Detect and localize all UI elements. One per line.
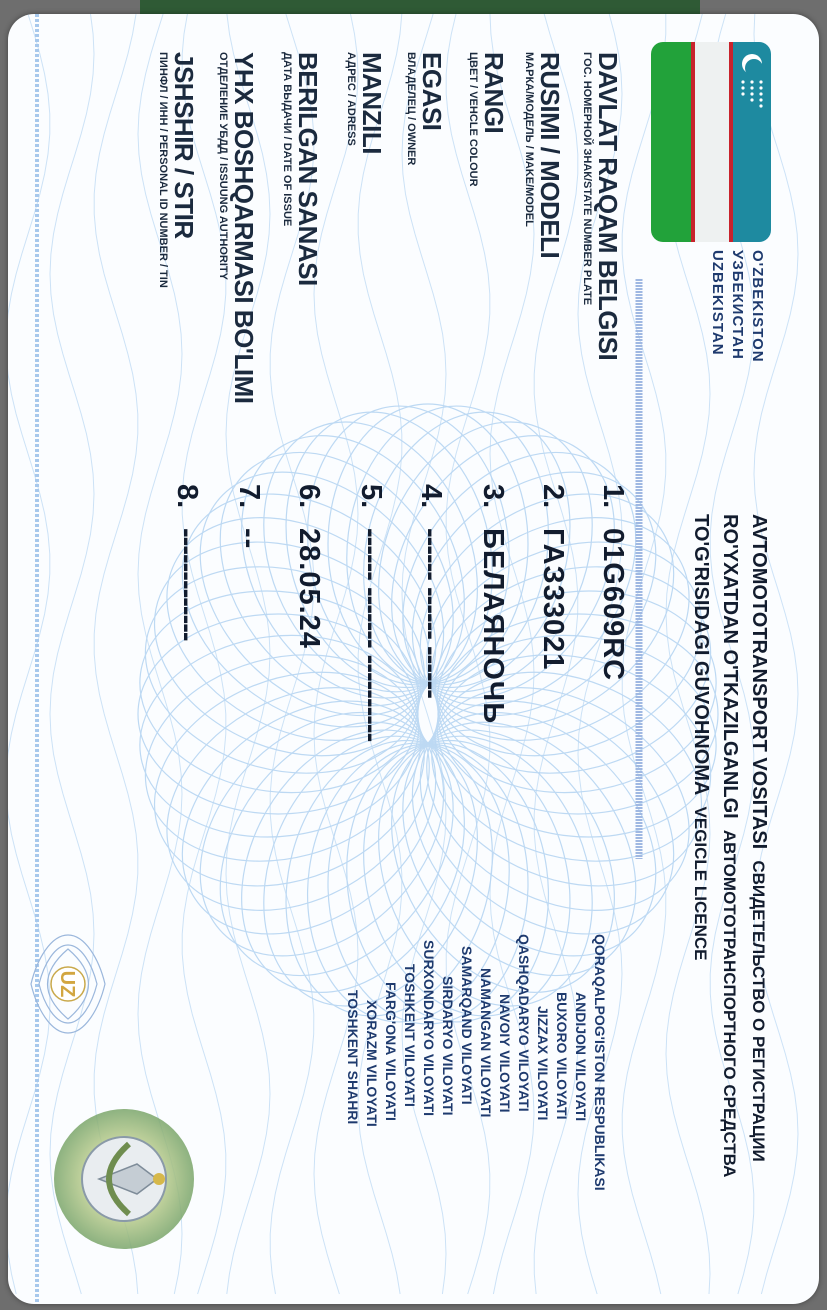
vehicle-registration-card — [8, 14, 819, 1304]
value-owner: ------ ------ ------ — [415, 528, 447, 698]
label-plate: DAVLAT RAQAM BELGISI — [593, 52, 623, 361]
field-number-3: 3. — [477, 484, 509, 509]
field-number-2: 2. — [537, 484, 569, 509]
sublabel-colour: ЦВЕТ / VEHCLE COLOUR — [467, 52, 479, 187]
region-item: BUXORO VILOYATI — [554, 992, 570, 1120]
card-content — [8, 14, 819, 1304]
value-authority: -- — [233, 528, 265, 550]
label-issue-date: BERILGAN SANASI — [293, 52, 323, 286]
document-title — [686, 514, 773, 1177]
label-colour: RANGI — [479, 52, 509, 134]
region-item: SIRDARYO VILOYATI — [440, 976, 456, 1116]
title-line-2: RO'YXATDAN O'TKAZILGANLGI АВТОМОТОТРАНСПОРТНОГО СРЕДСТВА — [719, 514, 741, 1178]
region-item: TOSHKENT VILOYATI — [402, 964, 418, 1107]
region-item: FARG'ONA VILOYATI — [383, 982, 399, 1121]
sublabel-model: МАРКА/МОДЕЛЬ / MAKE/MODEL — [523, 52, 535, 227]
region-item: TOSHKENT SHAHRI — [345, 990, 361, 1125]
region-item: NAVOIY VILOYATI — [497, 994, 513, 1113]
region-item: NAMANGAN VILOYATI — [478, 968, 494, 1118]
sublabel-address: АДРЕС / ADRESS — [345, 52, 357, 146]
sublabel-owner: ВЛАДЕЛЕЦ / OWNER — [405, 52, 417, 166]
label-tin: JSHSHIR / STIR — [169, 52, 199, 239]
title-line-1: AVTOMOTOTRANSPORT VOSITASI СВИДЕТЕЛЬСТВО О РЕГИСТРАЦИИ — [748, 514, 770, 1162]
country-english: UZBEKISTAN — [709, 250, 726, 356]
country-uzbek: O'ZBEKISTON — [749, 250, 766, 363]
label-model: RUSIMI / MODELI — [535, 52, 565, 259]
value-address: ------ ------- ---------- — [355, 528, 387, 742]
sublabel-authority: ОТДЕЛЕНИЕ УБДД / ISSUUNG AUTHORITY — [217, 52, 229, 280]
region-item: QASHQADARYO VILOYATI — [516, 934, 532, 1112]
region-item: SAMARQAND VILOYATI — [459, 946, 475, 1105]
uz-badge-text: UZ — [56, 970, 78, 998]
label-owner: EGASI — [417, 52, 447, 131]
uz-ornament-badge — [27, 929, 109, 1039]
label-address: MANZILI — [357, 52, 387, 154]
value-colour: БЕЛАЯНОЧЬ — [477, 528, 509, 725]
title-line-3: TO'G'RISIDAGI GUVOHNOMA VEGICLE LICENCE — [690, 514, 712, 961]
value-model: ГАЗ33021 — [537, 528, 569, 671]
coat-of-arms-icon — [49, 1104, 199, 1254]
region-item: SURXONDARYO VILOYATI — [421, 940, 437, 1117]
field-number-4: 4. — [415, 484, 447, 509]
country-name-block — [707, 250, 767, 363]
region-item: JIZZAX VILOYATI — [535, 1006, 551, 1121]
top-bar — [140, 0, 700, 14]
uzbekistan-flag-icon — [651, 42, 771, 242]
field-number-7: 7. — [233, 484, 265, 509]
label-authority: YHX BOSHQARMASI BO'LIMI — [229, 52, 259, 404]
sublabel-tin: ПИНФЛ / ИНН / PERSONAL ID NUMBER / TIN — [157, 52, 169, 288]
microtext-strip — [33, 14, 41, 1304]
field-number-1: 1. — [597, 484, 629, 509]
regions-list — [343, 934, 609, 1254]
microprint-divider — [633, 279, 645, 859]
field-number-8: 8. — [171, 484, 203, 509]
sublabel-issue-date: ДАТА ВЫДАЧИ / DATE OF ISSUE — [281, 52, 293, 227]
region-item: QORAQALPOG'ISTON RESPUBLIKASI — [592, 934, 608, 1191]
region-item: XORAZM VILOYATI — [364, 1000, 380, 1127]
field-number-6: 6. — [293, 484, 325, 509]
region-item: ANDIJON VILOYATI — [573, 992, 589, 1122]
country-russian: УЗБЕКИСТАН — [729, 250, 746, 360]
value-plate-number: 01G609RC — [597, 528, 629, 682]
value-issue-date: 28.05.24 — [293, 528, 325, 649]
sublabel-plate: ГОС. НОМЕРНОЙ ЗНАК/STATE NUMBER PLATE — [581, 52, 593, 306]
value-tin: ------------- — [171, 528, 203, 641]
field-number-5: 5. — [355, 484, 387, 509]
